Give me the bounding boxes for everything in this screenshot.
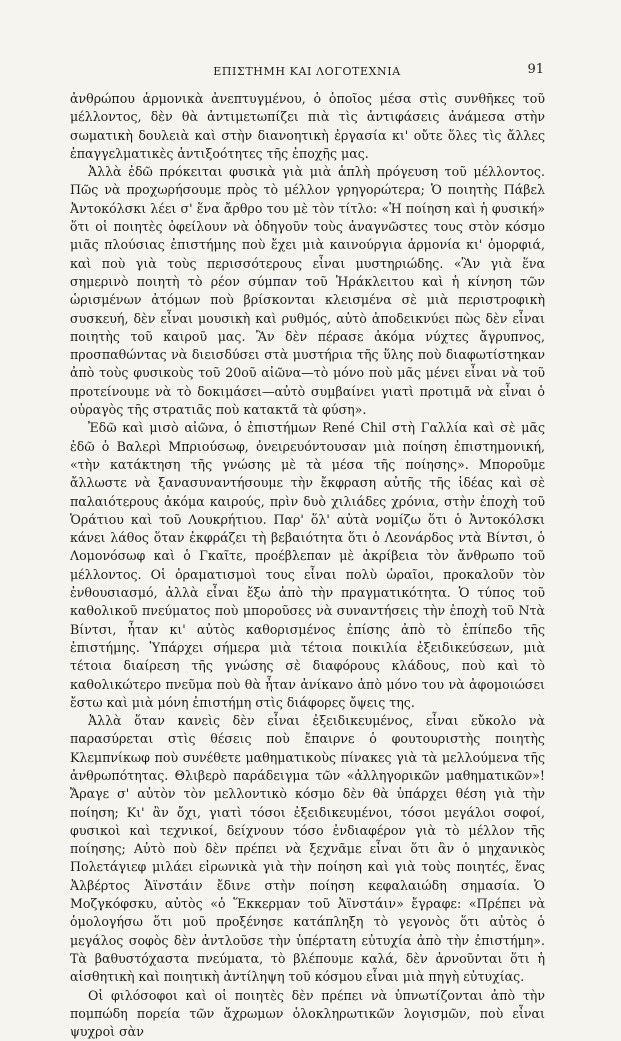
page-number: 91 (527, 62, 544, 77)
running-header (70, 62, 544, 82)
paragraph: ἀνθρώπου ἁρμονικὰ ἀνεπτυγμένου, ὁ ὁποῖος μέσα στὶς συνθῆκες τοῦ μέλλοντος, δὲν θὰ ἀντιμετωπίζει πιὰ τὶς ἀντιφάσεις ἀνάμεσα στὴν σωματικὴ δουλειὰ καὶ στὴν διανοητικὴ ἐργασία κι' οὔτε ὅλες τὶς ἄλλες ἐπαγγελματικὲς ἀντιξοότητες τῆς ἐποχῆς μας. (70, 91, 545, 161)
paragraph: Ἐδῶ καὶ μισὸ αἰῶνα, ὁ ἐπιστήμων René Chil στὴ Γαλλία καὶ σὲ μᾶς ἐδῶ ὁ Βαλερὶ Μπριούσωφ, ὀνειρευόντουσαν μιὰ ποίηση ἐπιστημονική, «τὴν κατάκτηση τῆς γνώσης μὲ τὰ μέσα τῆς ποίησης». Μποροῦμε ἄλλωστε νὰ ξανασυναντήσουμε τὴν ἔκφραση αὐτῆς τῆς ἰδέας καὶ σὲ παλαιότερους ἀκόμα καιρούς, πρὶν δυὸ χιλιάδες χρόνια, στὴν ἐποχὴ τοῦ Ὁράτιου καὶ τοῦ Λουκρήτιου. Παρ' ὅλ' αὐτὰ νομίζω ὅτι ὁ Ἀντοκόλσκι κάνει λάθος ὅταν ἐκφράζει τὴ βεβαιότητα ὅτι ὁ Λεονάρδος ντὰ Βίντσι, ὁ Λομονόσωφ καὶ ὁ Γκαῖτε, προέβλεπαν μὲ ἀκρίβεια τὸν ἄνθρωπο τοῦ μέλλοντος. Οἱ ὁραματισμοὶ τους εἶναι πολὺ ὡραῖοι, προκαλοῦν τὸν ἐνθουσιασμό, ἀλλὰ εἶναι ἔξω ἀπὸ τὴν πραγματικότητα. Ὁ τύπος τοῦ καθολικοῦ πνεύματος ποὺ μποροῦσες νὰ συναντήσεις τὴν ἐποχὴ τοῦ Ντὰ Βίντσι, ἦταν κι' αὐτὸς καθορισμένος ἐπίσης ἀπὸ τὸ ἐπίπεδο τῆς ἐπιστήμης. Ὑπάρχει σήμερα μιὰ τέτοια ποικιλία ἐξειδικεύσεων, μιὰ τέτοια διαίρεση τῆς γνώσης σὲ διαφόρους κλάδους, ποὺ καὶ τὸ καθολικώτερο πνεῦμα ποὺ θὰ ἦταν ἀνίκανο ἀπὸ μόνο του νὰ ἀφομοιώσει ἔστω καὶ μιὰ μόνη ἐπιστήμη στὶς διάφορες ὄψεις της. (70, 420, 545, 710)
paragraph: Ἀλλὰ ὅταν κανεὶς δὲν εἶναι ἐξειδικευμένος, εἶναι εὔκολο νὰ παρασύρεται στὶς θέσεις ποὺ ἔπαιρνε ὁ φουτουριστὴς ποιητὴς Κλεμπνίκωφ ποὺ συνέθετε μαθηματικοὺς πίνακες γιὰ τὰ μελλούμενα τῆς ἀνθρωπότητας. Θλιβερὸ παράδειγμα τῶν «ἀλληγορικῶν μαθηματικῶν»! Ἄραγε σ' αὐτὸν τὸν μελλοντικὸ κόσμο δὲν θὰ ὑπάρχει θέση γιὰ τὴν ποίηση; Κι' ἂν ὄχι, γιατὶ τόσοι ἐξειδικευμένοι, τόσοι μεγάλοι σοφοί, φυσικοὶ καὶ τεχνικοί, δείχνουν τόσο ἐνδιαφέρον γιὰ τὸ μέλλον τῆς ποίησης; Αὐτὸ ποὺ δὲν πρέπει νὰ ξεχνᾶμε εἶναι ὅτι ἂν ὁ μηχανικὸς Πολετάγιεφ μιλάει εἰρωνικὰ γιὰ τὴν ποίηση καὶ γιὰ τοὺς ποιητές, ἕνας Ἀλβέρτος Ἀϊνστάιν ἔδινε στὴν ποίηση κεφαλαιώδη σημασία. Ὁ Μοζγκόφσκυ, αὐτὸς «ὁ Ἕκκερμαν τοῦ Ἀϊνστάιν» ἔγραφε: «Πρέπει νὰ ὁμολογήσω ὅτι μοῦ προξένησε κατάπληξη τὸ γεγονὸς ὅτι αὐτὸς ὁ μεγάλος σοφὸς δὲν ἀντλοῦσε τὴν ὑπέρτατη εὐτυχία ἀπὸ τὴν ἐπιστήμη». Τὰ βαθυστόχαστα πνεύματα, τὸ βλέπουμε καλά, δὲν ἀρνοῦνται ὅτι ἡ αἰσθητικὴ καὶ ποιητικὴ ἀντίληψη τοῦ κόσμου εἶναι μιὰ πηγὴ εὐτυχίας. (70, 713, 545, 985)
running-title: ΕΠΙΣΤΗΜΗ ΚΑΙ ΛΟΓΟΤΕΧΝΙΑ (213, 65, 401, 78)
paragraph: Ἀλλὰ ἐδῶ πρόκειται φυσικὰ γιὰ μιὰ ἁπλὴ πρόγευση τοῦ μέλλοντος. Πῶς νὰ προχωρήσουμε πρὸς τὸ μέλλον γρηγορώτερα; Ὁ ποιητὴς Πάβελ Ἀντοκόλσκι λέει σ' ἕνα ἄρθρο του μὲ τὸν τίτλο: «Ἡ ποίηση καὶ ἡ φυσική» ὅτι οἱ ποιητὲς ὀφείλουν νὰ ὁδηγοῦν τοὺς ἀναγνῶστες τους στὸν κόσμο μιᾶς πλούσιας ἐπιστήμης ποὺ ἔχει μιὰ καινούργια ἁρμονία κι' ὁμορφιά, καὶ ποὺ γιὰ τοὺς περισσότερους εἶναι μυστηριώδης. «Ἂν γιὰ ἕνα σημερινὸ ποιητὴ τὸ ρέον σύμπαν τοῦ Ἡράκλειτου καὶ ἡ κίνηση τῶν ὡρισμένων ἀτόμων ποὺ βρίσκονται κλεισμένα σὲ μιὰ περιστροφικὴ συσκευή, δὲν εἶναι μουσικὴ καὶ ρυθμός, αὐτὸ ἀποδεικνύει πὼς δὲν εἶναι ποιητὴς τοῦ καιροῦ μας. Ἂν δὲν πέρασε ἀκόμα νύχτες ἄγρυπνος, προσπαθώντας νὰ διεισδύσει στὰ μυστήρια τῆς ὕλης ποὺ διαφωτίστηκαν ἀπὸ τοὺς φυσικοὺς τοῦ 20οῦ αἰῶνα—τὸ μόνο ποὺ μᾶς μένει εἶναι νὰ τοῦ προτείνουμε νὰ τὸ δοκιμάσει—αὐτὸ συμβαίνει γιατὶ προτιμᾶ νὰ εἶναι ὁ οὐραγὸς τῆς στρατιᾶς ποὺ κατακτᾶ τὰ φύση». (70, 164, 545, 418)
body-text (70, 90, 545, 1041)
paragraph: Οἱ φιλόσοφοι καὶ οἱ ποιητὲς δὲν πρέπει νὰ ὑπνωτίζονται ἀπὸ τὴν πομπώδη πορεία τῶν ἄχρωμων ὁλοκληρωτικῶν λογισμῶν, ποὺ εἶναι ψυχροὶ σὰν (70, 987, 545, 1040)
